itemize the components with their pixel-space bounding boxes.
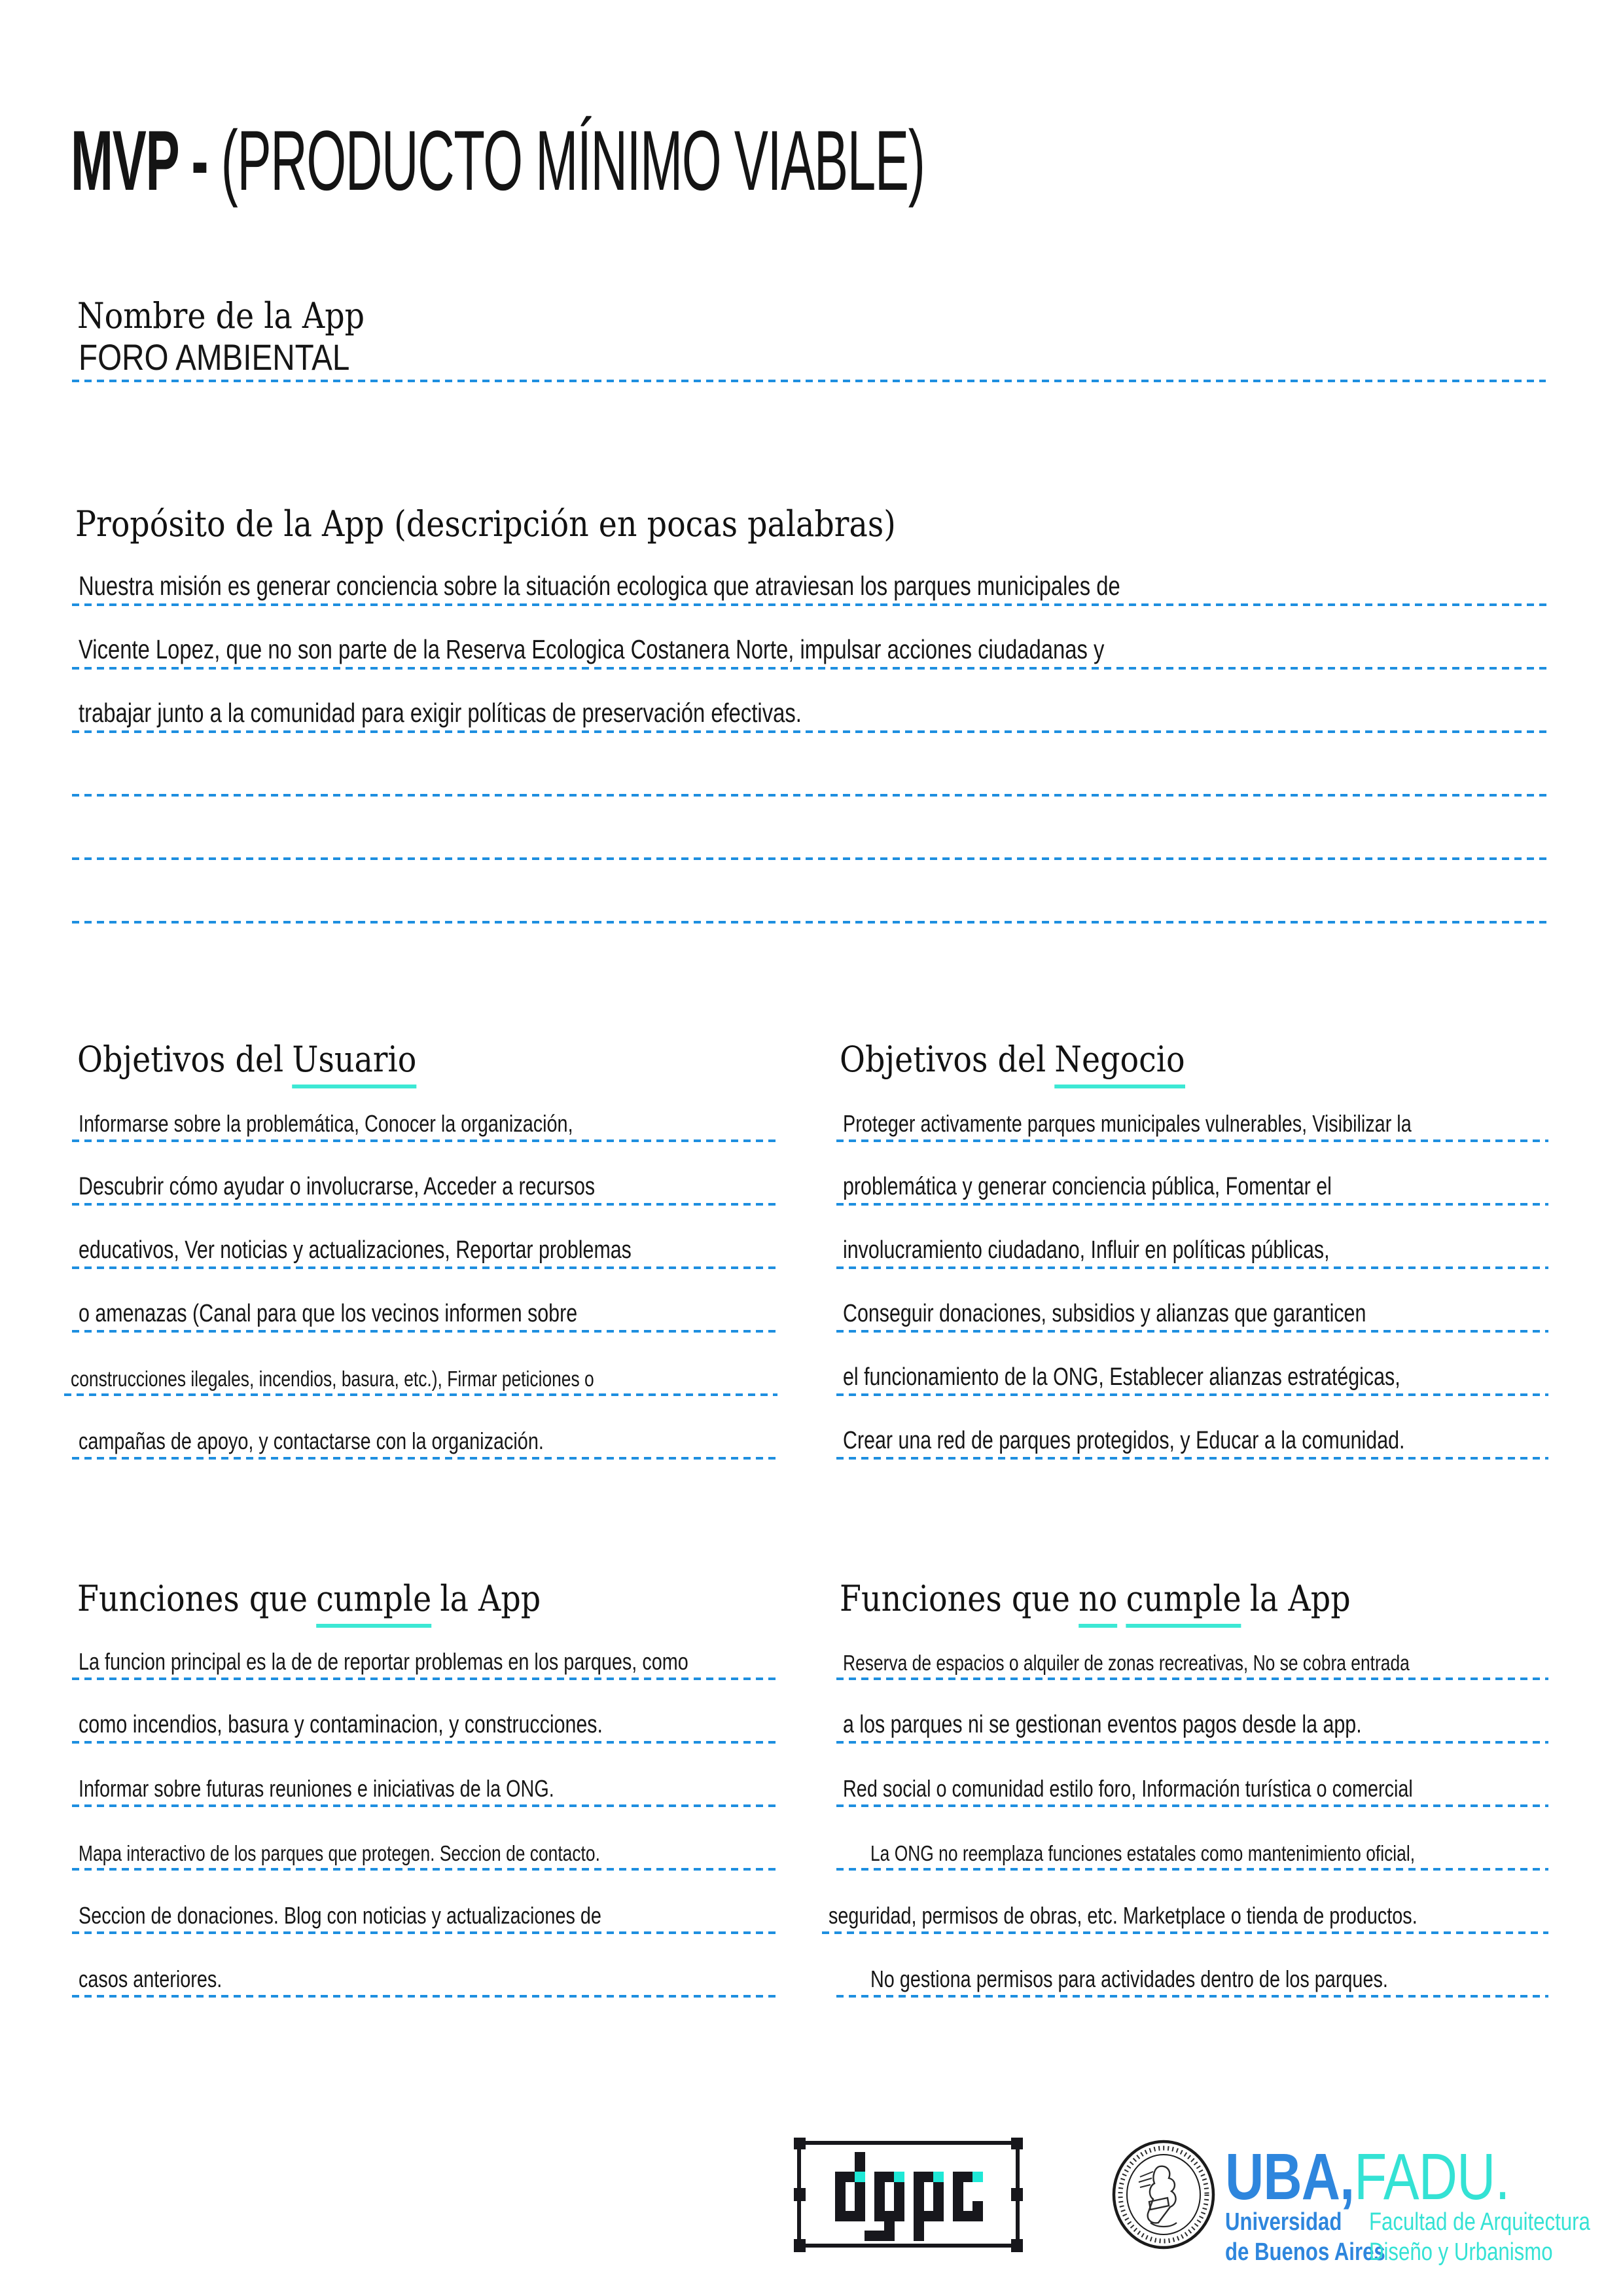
dashed-underline <box>836 1804 1548 1807</box>
uba-fadu-wordmark <box>1225 2140 1510 2214</box>
dgpc-logo-icon <box>794 2138 1023 2257</box>
fadu-line2: Diseño y Urbanismo <box>1369 2238 1553 2266</box>
uba-line1: Universidad <box>1225 2208 1342 2236</box>
objetivos-usuario-line: construcciones ilegales, incendios, basura, etc.), Firmar peticiones o <box>64 1350 777 1396</box>
uba-seal-icon <box>1111 2139 1216 2253</box>
objetivos-usuario-line: Descubrir cómo ayudar o involucrarse, Acceder a recursos <box>72 1160 777 1206</box>
dashed-underline <box>836 1457 1548 1460</box>
nombre-app-label: Nombre de la App <box>77 295 365 336</box>
dashed-underline <box>72 380 1546 382</box>
fadu-faculty-lines <box>1369 2207 1590 2267</box>
funciones-no-cumple-line: No gestiona permisos para actividades dentro de los parques. <box>836 1952 1548 1998</box>
proposito-label: Propósito de la App (descripción en pocas palabras) <box>75 503 896 545</box>
funciones-cumple-line: Mapa interactivo de los parques que protegen. Seccion de contacto. <box>72 1825 777 1871</box>
dashed-underline <box>72 794 1548 797</box>
funciones-cumple-line: como incendios, basura y contaminacion, y construcciones. <box>72 1698 777 1744</box>
page-title-rest: (PRODUCTO MÍNIMO VIABLE) <box>221 113 925 208</box>
nombre-app-value: FORO AMBIENTAL <box>79 336 350 378</box>
dashed-underline <box>72 1266 777 1269</box>
objetivos-negocio-line: el funcionamiento de la ONG, Establecer alianzas estratégicas, <box>836 1350 1548 1396</box>
dashed-underline <box>72 1457 777 1460</box>
funciones-no-cumple-line: seguridad, permisos de obras, etc. Marketplace o tienda de productos. <box>822 1888 1548 1934</box>
funciones-cumple-heading: Funciones que cumple la App <box>77 1579 541 1628</box>
proposito-empty-line <box>72 751 1548 797</box>
funciones-no-cumple-heading: Funciones que no cumple la App <box>840 1579 1351 1628</box>
uba-university-lines <box>1225 2207 1385 2267</box>
funciones-cumple-line: La funcion principal es la de de reportar problemas en los parques, como <box>72 1634 777 1680</box>
funciones-cumple-line: Informar sobre futuras reuniones e iniciativas de la ONG. <box>72 1761 777 1807</box>
dashed-underline <box>72 1931 777 1934</box>
page-title <box>71 113 925 208</box>
funciones-no-cumple-line: Red social o comunidad estilo foro, Información turística o comercial <box>836 1761 1548 1807</box>
proposito-line: Vicente Lopez, que no son parte de la Reserva Ecologica Costanera Norte, impulsar acciones ciudadanas y <box>72 624 1548 670</box>
uba-wordmark-bold: UBA, <box>1225 2140 1355 2214</box>
objetivos-usuario-heading: Objetivos del Usuario <box>77 1039 416 1088</box>
fadu-line1: Facultad de Arquitectura <box>1369 2208 1590 2236</box>
dashed-underline <box>72 1804 777 1807</box>
objetivos-negocio-heading: Objetivos del Negocio <box>840 1039 1185 1088</box>
dashed-underline <box>836 1266 1548 1269</box>
objetivos-usuario-line: educativos, Ver noticias y actualizaciones, Reportar problemas <box>72 1223 777 1269</box>
dashed-underline <box>72 1995 777 1998</box>
funciones-no-cumple-line: Reserva de espacios o alquiler de zonas recreativas, No se cobra entrada <box>836 1634 1548 1680</box>
dashed-underline <box>72 921 1548 924</box>
dashed-underline <box>836 1868 1548 1871</box>
objetivos-negocio-line: Conseguir donaciones, subsidios y alianzas que garanticen <box>836 1287 1548 1333</box>
dashed-underline <box>836 1393 1548 1396</box>
objetivos-negocio-line: problemática y generar conciencia pública, Fomentar el <box>836 1160 1548 1206</box>
dashed-underline <box>836 1330 1548 1333</box>
dashed-underline <box>72 1741 777 1744</box>
objetivos-negocio-line: Crear una red de parques protegidos, y Educar a la comunidad. <box>836 1414 1548 1460</box>
dashed-underline <box>822 1931 1548 1934</box>
dgpc-pixel-logo-icon <box>794 2138 1023 2253</box>
objetivos-negocio-line: involucramiento ciudadano, Influir en políticas públicas, <box>836 1223 1548 1269</box>
dashed-underline <box>72 730 1548 733</box>
objetivos-negocio-line: Proteger activamente parques municipales vulnerables, Visibilizar la <box>836 1096 1548 1142</box>
uba-line2: de Buenos Aires <box>1225 2238 1385 2266</box>
dashed-underline <box>836 1203 1548 1206</box>
dashed-underline <box>72 603 1548 606</box>
fadu-wordmark-light: FADU. <box>1354 2140 1510 2214</box>
proposito-empty-line <box>72 878 1548 924</box>
objetivos-usuario-line: o amenazas (Canal para que los vecinos informen sobre <box>72 1287 777 1333</box>
dashed-underline <box>72 1203 777 1206</box>
funciones-cumple-line: casos anteriores. <box>72 1952 777 1998</box>
dashed-underline <box>836 1741 1548 1744</box>
dashed-underline <box>64 1393 777 1396</box>
funciones-no-cumple-line: La ONG no reemplaza funciones estatales como mantenimiento oficial, <box>836 1825 1548 1871</box>
proposito-line: trabajar junto a la comunidad para exigir políticas de preservación efectivas. <box>72 687 1548 733</box>
dashed-underline <box>72 1139 777 1142</box>
dashed-underline <box>72 667 1548 670</box>
objetivos-usuario-line: Informarse sobre la problemática, Conocer la organización, <box>72 1096 777 1142</box>
proposito-line: Nuestra misión es generar conciencia sobre la situación ecologica que atraviesan los parques municipales de <box>72 560 1548 606</box>
nombre-app-field <box>72 336 1546 382</box>
dashed-underline <box>836 1677 1548 1680</box>
page-title-bold: MVP - <box>71 113 208 208</box>
dashed-underline <box>72 857 1548 860</box>
dashed-underline <box>836 1139 1548 1142</box>
funciones-no-cumple-line: a los parques ni se gestionan eventos pagos desde la app. <box>836 1698 1548 1744</box>
proposito-empty-line <box>72 814 1548 860</box>
objetivos-usuario-line: campañas de apoyo, y contactarse con la organización. <box>72 1414 777 1460</box>
funciones-cumple-line: Seccion de donaciones. Blog con noticias y actualizaciones de <box>72 1888 777 1934</box>
dashed-underline <box>836 1995 1548 1998</box>
dashed-underline <box>72 1868 777 1871</box>
dashed-underline <box>72 1677 777 1680</box>
dashed-underline <box>72 1330 777 1333</box>
